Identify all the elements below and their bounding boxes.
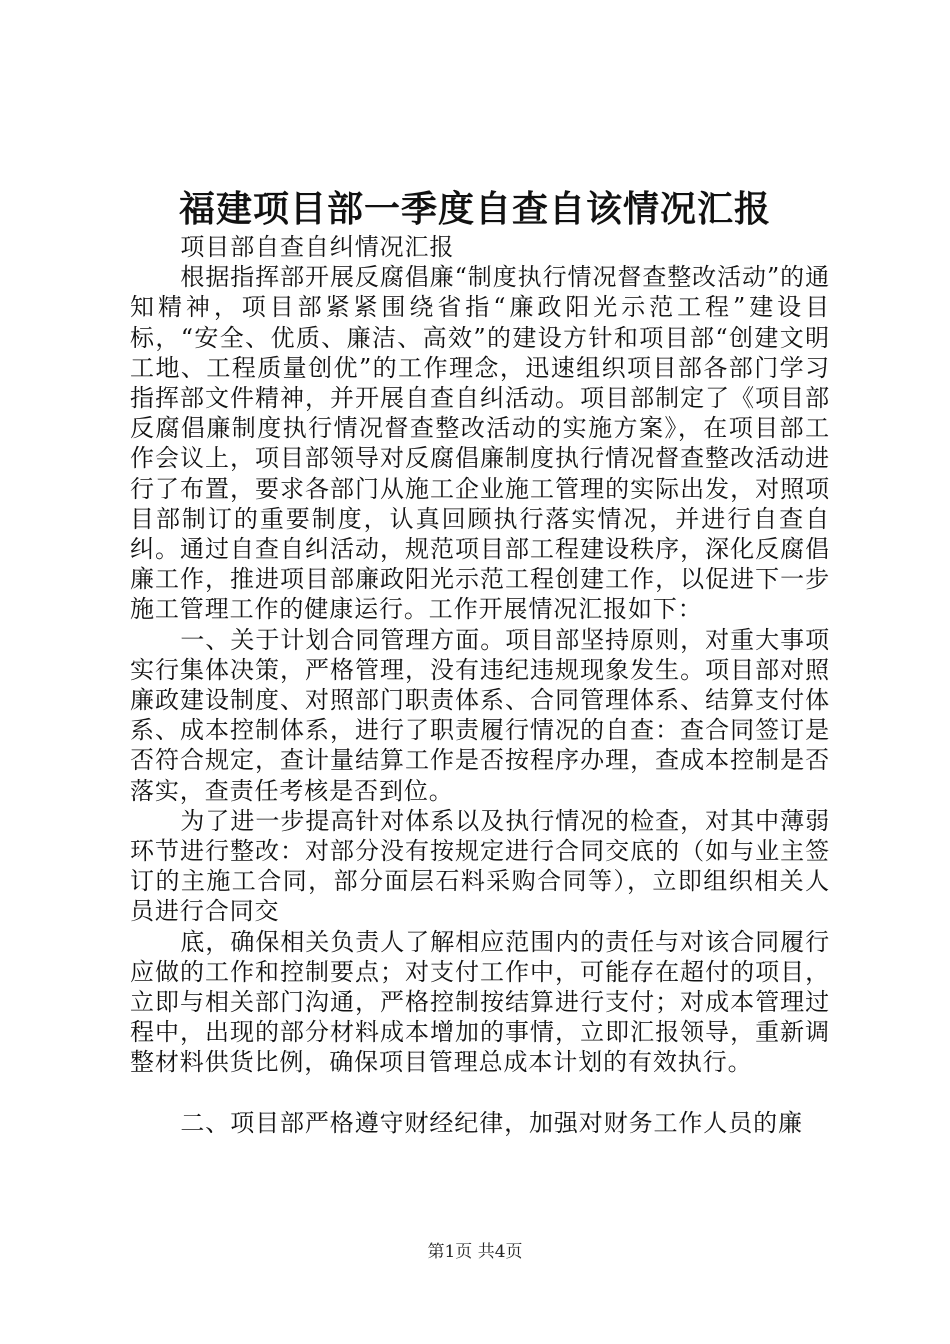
paragraph-intro: 根据指挥部开展反腐倡廉“制度执行情况督查整改活动”的通知精神，项目部紧紧围绕省指“廉政阳光示范工程”建设目标，“安全、优质、廉洁、高效”的建设方针和项目部“创建文明工地、工程质量创优”的工作理念，迅速组织项目部各部门学习指挥部文件精神，并开展自查自纠活动。项目部制定了《项目部反腐倡廉制度执行情况督查整改活动的实施方案》，在项目部工作会议上，项目部领导对反腐倡廉制度执行情况督查整改活动进行了布置，要求各部门从施工企业施工管理的实际出发，对照项目部制订的重要制度，认真回顾执行落实情况，并进行自查自纠。通过自查自纠活动，规范项目部工程建设秩序，深化反腐倡廉工作，推进项目部廉政阳光示范工程创建工作，以促进下一步施工管理工作的健康运行。工作开展情况汇报如下：: [130, 263, 830, 624]
document-body: [130, 232, 830, 1138]
subtitle-line: 项目部自查自纠情况汇报: [180, 233, 455, 261]
document-title: 福建项目部一季度自查自该情况汇报: [178, 188, 771, 230]
paragraph-section-1: 一、关于计划合同管理方面。项目部坚持原则，对重大事项实行集体决策，严格管理，没有违纪违规现象发生。项目部对照廉政建设制度、对照部门职责体系、合同管理体系、结算支付体系、成本控制体系，进行了职责履行情况的自查：查合同签订是否符合规定，查计量结算工作是否按程序办理，查成本控制是否落实，查责任考核是否到位。: [130, 625, 830, 805]
paragraph-rectification-continued: 底，确保相关负责人了解相应范围内的责任与对该合同履行应做的工作和控制要点；对支付工作中，可能存在超付的项目，立即与相关部门沟通，严格控制按结算进行支付；对成本管理过程中，出现的部分材料成本增加的事情，立即汇报领导，重新调整材料供货比例，确保项目管理总成本计划的有效执行。: [130, 927, 830, 1077]
page-footer: 第1页 共4页: [427, 1242, 523, 1262]
paragraph-section-2: 二、项目部严格遵守财经纪律，加强对财务工作人员的廉: [180, 1108, 803, 1137]
paragraph-rectification: 为了进一步提高针对体系以及执行情况的检查，对其中薄弱环节进行整改：对部分没有按规定进行合同交底的（如与业主签订的主施工合同，部分面层石料采购合同等），立即组织相关人员进行合同交: [130, 806, 830, 926]
